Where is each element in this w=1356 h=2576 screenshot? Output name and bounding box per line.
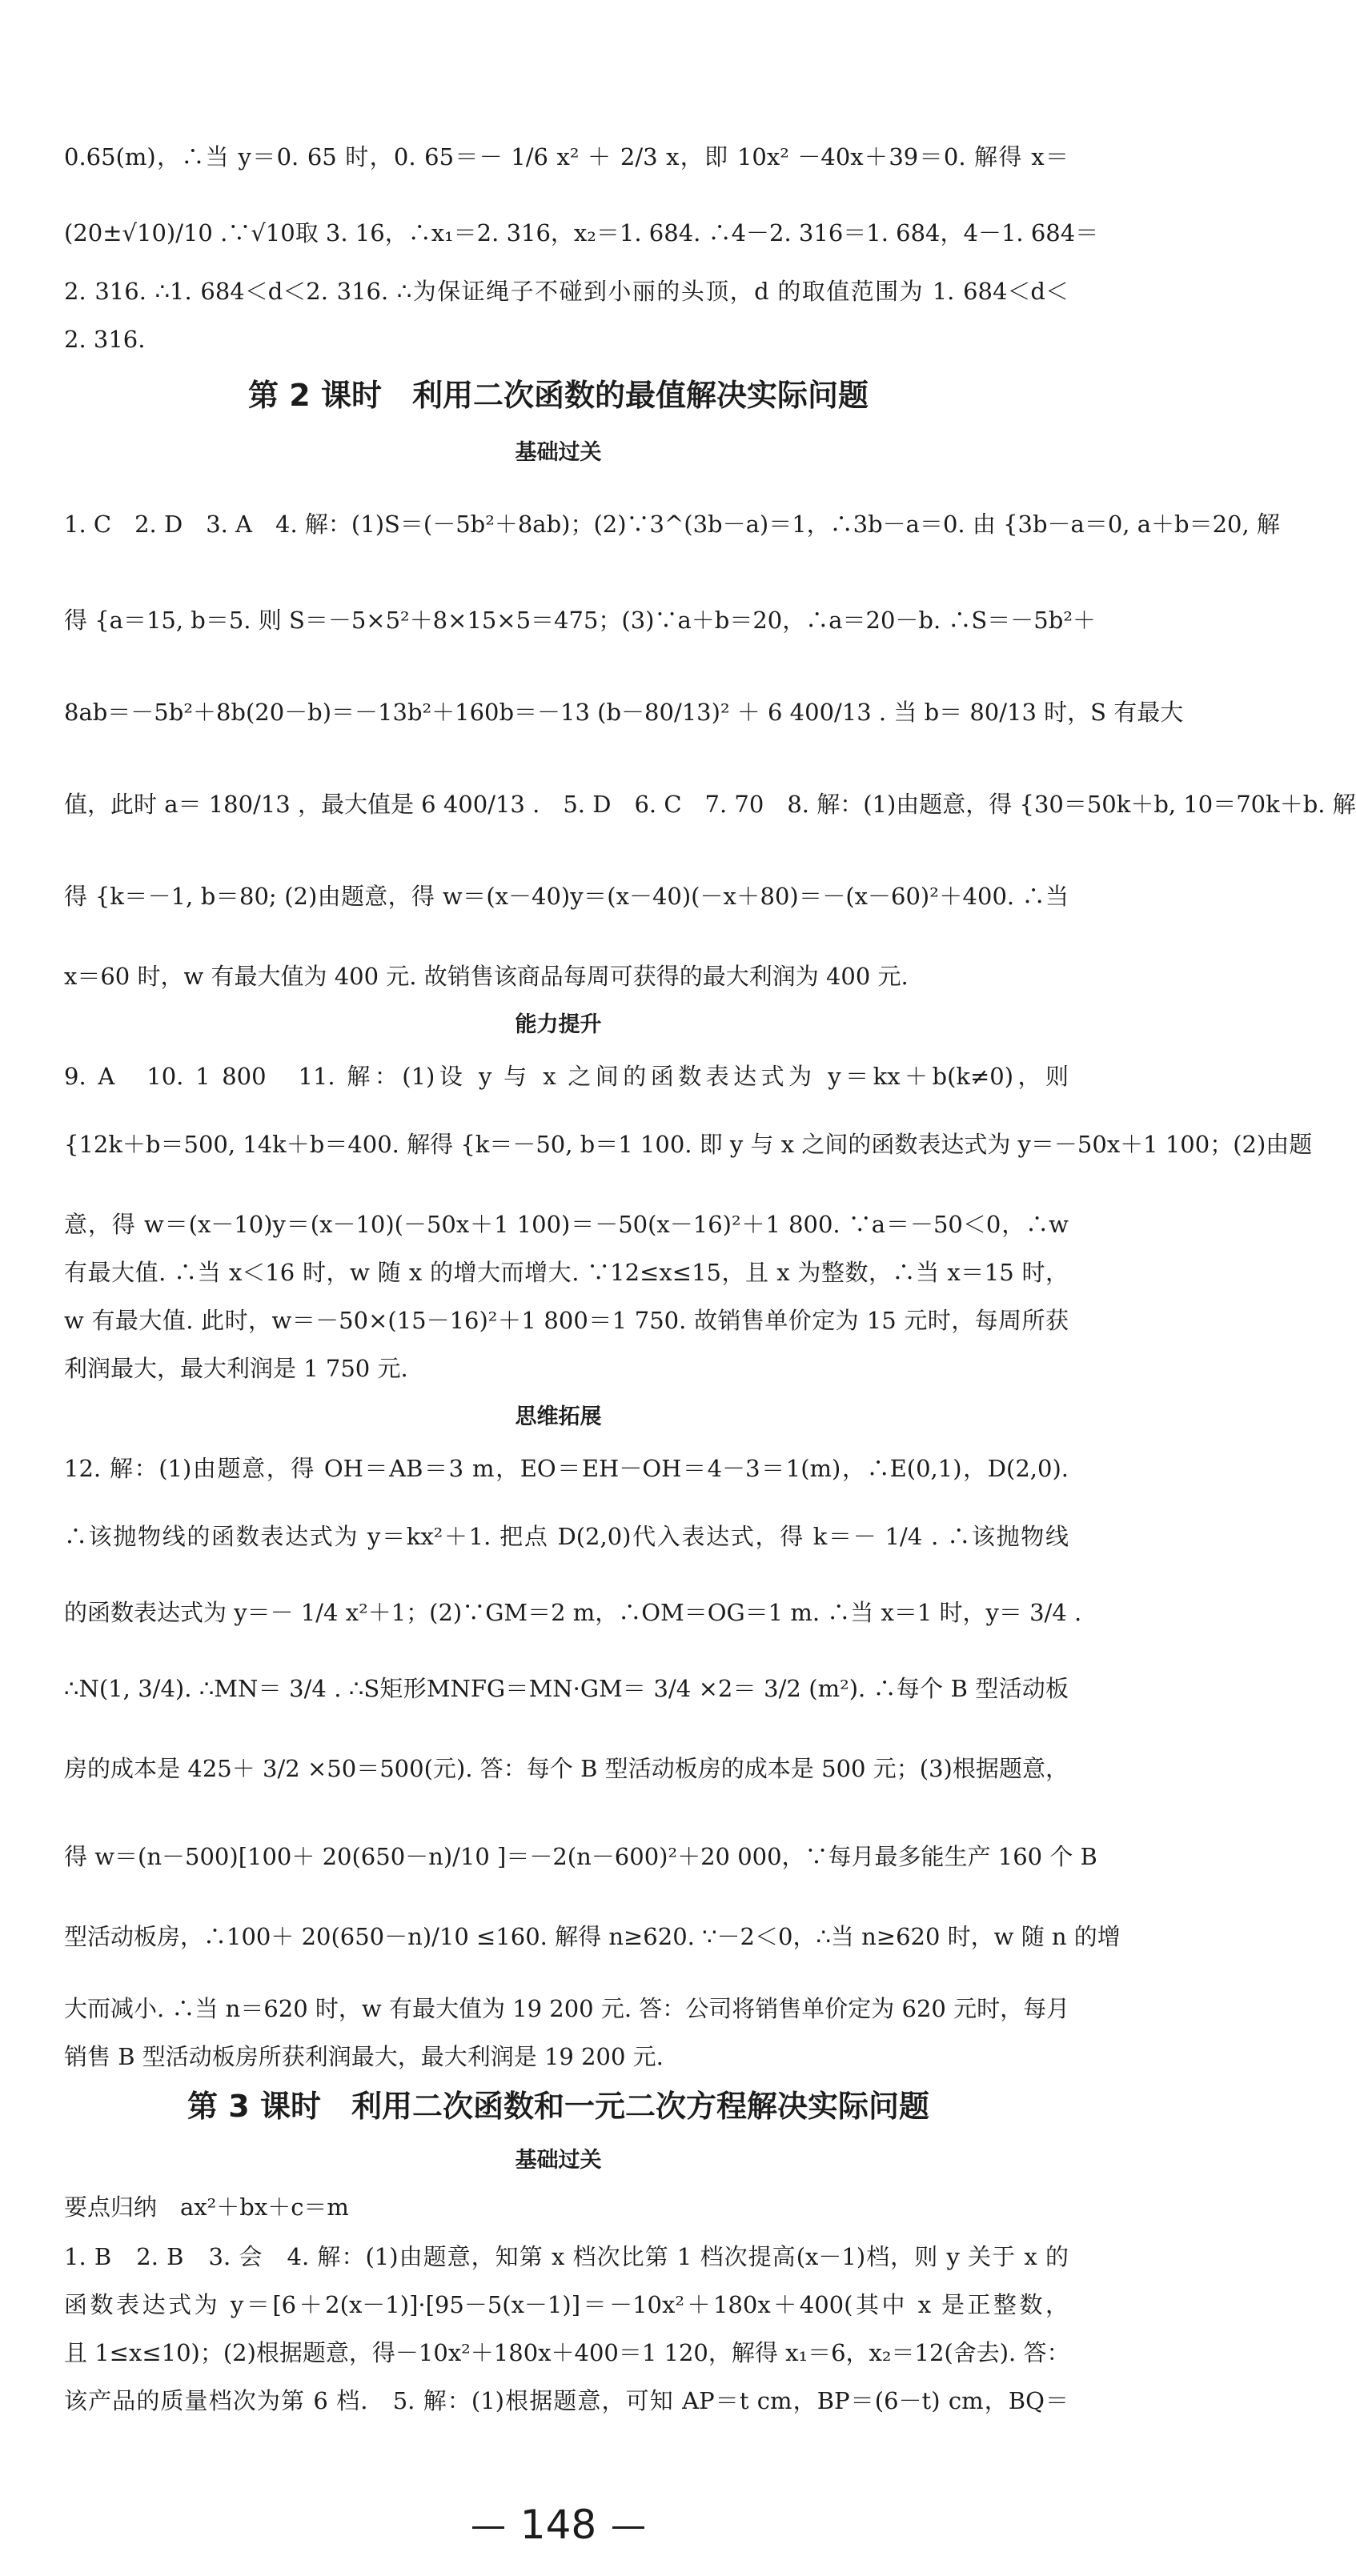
section-subtitle: 基础过关 — [515, 440, 602, 465]
text-line: 9. A 10. 1 800 11. 解：(1)设 y 与 x 之间的函数表达式为 y＝kx＋b(k≠0)，则 — [64, 1063, 1069, 1090]
text-line: x＝60 时，w 有最大值为 400 元. 故销售该商品每周可获得的最大利润为 400 元. — [64, 963, 909, 990]
text-line: (20±√10)/10 .∵√10取 3. 16，∴x₁＝2. 316，x₂＝1. 684. ∴4－2. 316＝1. 684，4－1. 684＝ — [64, 219, 1099, 246]
page-number — [0, 2501, 1117, 2549]
text-line: 得 {a＝15, b＝5. 则 S＝－5×5²＋8×15×5＝475；(3)∵a＋b＝20，∴a＝20－b. ∴S＝－5b²＋ — [64, 607, 1096, 634]
section-title: 第 2 课时 利用二次函数的最值解决实际问题 — [248, 378, 869, 413]
text-line: w 有最大值. 此时，w＝－50×(15－16)²＋1 800＝1 750. 故销售单价定为 15 元时，每周所获 — [64, 1307, 1069, 1334]
text-line: 销售 B 型活动板房所获利润最大，最大利润是 19 200 元. — [64, 2043, 664, 2070]
text-line: 2. 316. — [64, 326, 146, 353]
text-line: 有最大值. ∴当 x＜16 时，w 随 x 的增大而增大. ∵12≤x≤15，且 x 为整数，∴当 x＝15 时， — [64, 1259, 1069, 1286]
page-number-value: 148 — [520, 2502, 597, 2548]
text-line: 大而减小. ∴当 n＝620 时，w 有最大值为 19 200 元. 答：公司将销售单价定为 620 元时，每月 — [64, 1995, 1070, 2022]
section-subtitle: 思维拓展 — [515, 1404, 602, 1429]
text-line: 1. B 2. B 3. 会 4. 解：(1)由题意，知第 x 档次比第 1 档次提高(x－1)档，则 y 关于 x 的 — [64, 2243, 1069, 2270]
text-line: 函数表达式为 y＝[6＋2(x－1)]·[95－5(x－1)]＝－10x²＋180x＋400(其中 x 是正整数， — [64, 2291, 1069, 2318]
divider — [472, 2526, 504, 2529]
text-line: 要点归纳 ax²＋bx＋c＝m — [64, 2193, 349, 2221]
text-line: 型活动板房，∴100＋ 20(650－n)/10 ≤160. 解得 n≥620. ∵－2＜0，∴当 n≥620 时，w 随 n 的增 — [64, 1923, 1121, 1950]
section-subtitle: 基础过关 — [515, 2148, 602, 2173]
text-line: 得 {k＝－1, b＝80; (2)由题意，得 w＝(x－40)y＝(x－40)(－x＋80)＝－(x－60)²＋400. ∴当 — [64, 883, 1069, 910]
section-title: 第 3 课时 利用二次函数和一元二次方程解决实际问题 — [187, 2089, 929, 2124]
text-line: 1. C 2. D 3. A 4. 解：(1)S＝(－5b²＋8ab)；(2)∵3^(3b－a)＝1，∴3b－a＝0. 由 {3b－a＝0, a＋b＝20, 解 — [64, 511, 1280, 538]
text-line: 0.65(m)，∴当 y＝0. 65 时，0. 65＝－ 1/6 x² ＋ 2/3 x，即 10x² －40x＋39＝0. 解得 x＝ — [64, 143, 1069, 170]
text-line: 2. 316. ∴1. 684＜d＜2. 316. ∴为保证绳子不碰到小丽的头顶，d 的取值范围为 1. 684＜d＜ — [64, 278, 1069, 305]
text-line: 该产品的质量档次为第 6 档. 5. 解：(1)根据题意，可知 AP＝t cm，BP＝(6－t) cm，BQ＝ — [64, 2387, 1069, 2414]
text-line: 房的成本是 425＋ 3/2 ×50＝500(元). 答：每个 B 型活动板房的成本是 500 元；(3)根据题意， — [64, 1755, 1069, 1782]
text-line: 值，此时 a＝ 180/13 ，最大值是 6 400/13 . 5. D 6. C 7. 70 8. 解：(1)由题意，得 {30＝50k＋b, 10＝70k＋b. 解 — [64, 791, 1356, 818]
text-line: ∴N(1, 3/4). ∴MN＝ 3/4 . ∴S矩形MNFG＝MN·GM＝ 3/4 ×2＝ 3/2 (m²). ∴每个 B 型活动板 — [64, 1675, 1069, 1702]
section-subtitle: 能力提升 — [515, 1012, 602, 1037]
text-line: {12k＋b＝500, 14k＋b＝400. 解得 {k＝－50, b＝1 100. 即 y 与 x 之间的函数表达式为 y＝－50x＋1 100；(2)由题 — [64, 1131, 1313, 1158]
text-line: ∴该抛物线的函数表达式为 y＝kx²＋1. 把点 D(2,0)代入表达式，得 k＝－ 1/4 . ∴该抛物线 — [64, 1523, 1069, 1550]
text-line: 12. 解：(1)由题意，得 OH＝AB＝3 m，EO＝EH－OH＝4－3＝1(m)，∴E(0,1)，D(2,0). — [64, 1455, 1069, 1482]
text-line: 的函数表达式为 y＝－ 1/4 x²＋1；(2)∵GM＝2 m，∴OM＝OG＝1 m. ∴当 x＝1 时，y＝ 3/4 . — [64, 1599, 1082, 1626]
text-line: 得 w＝(n－500)[100＋ 20(650－n)/10 ]＝－2(n－600)²＋20 000，∵每月最多能生产 160 个 B — [64, 1843, 1097, 1870]
text-line: 且 1≤x≤10)；(2)根据题意，得－10x²＋180x＋400＝1 120，解得 x₁＝6，x₂＝12(舍去). 答： — [64, 2339, 1070, 2366]
text-line: 意，得 w＝(x－10)y＝(x－10)(－50x＋1 100)＝－50(x－16)²＋1 800. ∵a＝－50＜0，∴w — [64, 1211, 1069, 1238]
divider — [612, 2526, 644, 2529]
text-line: 8ab＝－5b²＋8b(20－b)＝－13b²＋160b＝－13 (b－80/13)² ＋ 6 400/13 . 当 b＝ 80/13 时，S 有最大 — [64, 699, 1184, 726]
text-line: 利润最大，最大利润是 1 750 元. — [64, 1355, 408, 1382]
